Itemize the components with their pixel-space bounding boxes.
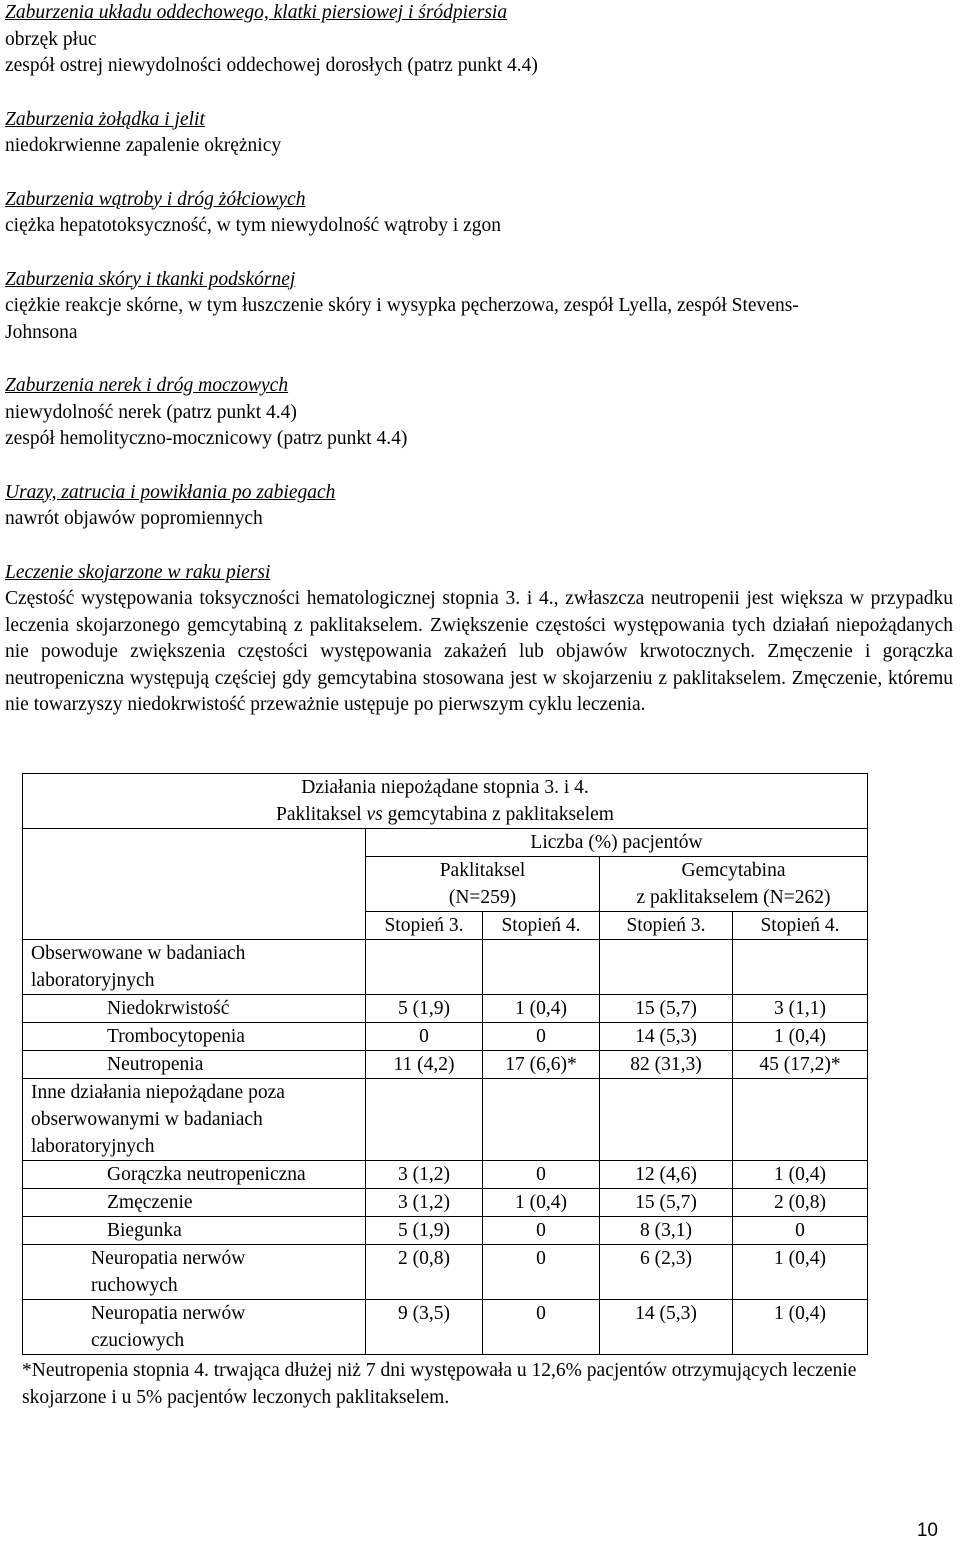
section-item: ciężkie reakcje skórne, w tym łuszczenie skóry i wysypka pęcherzowa, zespół Lyella, zespół Stevens- bbox=[5, 295, 799, 316]
arm-combination-header: Gemcytabina z paklitakselem (N=262) bbox=[600, 857, 868, 912]
cell-value: 15 (5,7) bbox=[600, 1189, 733, 1217]
row-label: Neuropatia nerwów ruchowych bbox=[23, 1245, 366, 1300]
section-heading-kidney: Zaburzenia nerek i dróg moczowych bbox=[5, 375, 289, 396]
row-label: Neuropatia nerwów czuciowych bbox=[23, 1300, 366, 1355]
cell-value: 45 (17,2)* bbox=[733, 1051, 868, 1079]
patients-header: Liczba (%) pacjentów bbox=[366, 829, 868, 857]
grade-header: Stopień 4. bbox=[733, 912, 868, 940]
section-item: niewydolność nerek (patrz punkt 4.4) bbox=[5, 401, 297, 423]
table-row bbox=[23, 995, 868, 1023]
cell-value: 3 (1,2) bbox=[366, 1189, 483, 1217]
section-item: ciężka hepatotoksyczność, w tym niewydolność wątroby i zgon bbox=[5, 215, 502, 236]
cell-value: 1 (0,4) bbox=[733, 1023, 868, 1051]
table-row bbox=[23, 1161, 868, 1189]
section-heading-skin: Zaburzenia skóry i tkanki podskórnej bbox=[5, 268, 296, 290]
table-row bbox=[23, 1189, 868, 1217]
table-footnote: *Neutropenia stopnia 4. trwająca dłużej niż 7 dni występowała u 12,6% pacjentów otrzymujących leczenie skojarzone i u 5% pacjentów leczonych paklitakselem. bbox=[22, 1360, 857, 1408]
row-label: Neutropenia bbox=[23, 1051, 366, 1079]
section-item: obrzęk płuc bbox=[5, 28, 97, 50]
cell-value: 1 (0,4) bbox=[733, 1161, 868, 1189]
cell-value: 0 bbox=[366, 1023, 483, 1051]
page-number: 10 bbox=[916, 1520, 938, 1541]
cell-value: 1 (0,4) bbox=[733, 1300, 868, 1355]
cell-value: 1 (0,4) bbox=[733, 1245, 868, 1300]
combination-paragraph: Częstość występowania toksyczności hematologicznej stopnia 3. i 4., zwłaszcza neutropenii jest większa w przypadku leczenia skojarzonego gemcytabiną z paklitakselem. Zwiększenie częstości występowania tych działań niepożądanych nie powoduje zwiększenia częstości występowania zakażeń lub objawów krwotocznych. Zmęczenie i gorączka neutropeniczna występują częściej gdy gemcytabina stosowana jest w skojarzeniu z paklitakselem. Zmęczenie, któremu nie towarzyszy niedokrwistość przeważnie ustępuje po pierwszym cyklu leczenia. bbox=[5, 588, 953, 715]
cell-value: 2 (0,8) bbox=[733, 1189, 868, 1217]
cell-value: 0 bbox=[483, 1245, 600, 1300]
cell-value: 6 (2,3) bbox=[600, 1245, 733, 1300]
section-heading-injury: Urazy, zatrucia i powikłania po zabiegach bbox=[5, 481, 336, 503]
row-label: Zmęczenie bbox=[23, 1189, 366, 1217]
section-heading-combination: Leczenie skojarzone w raku piersi bbox=[5, 561, 271, 583]
cell-value: 0 bbox=[483, 1217, 600, 1245]
section-item: zespół ostrej niewydolności oddechowej dorosłych (patrz punkt 4.4) bbox=[5, 55, 538, 76]
section-heading-liver: Zaburzenia wątroby i dróg żółciowych bbox=[5, 188, 306, 210]
cell-value: 12 (4,6) bbox=[600, 1161, 733, 1189]
cell-value: 14 (5,3) bbox=[600, 1023, 733, 1051]
section-item: zespół hemolityczno-mocznicowy (patrz punkt 4.4) bbox=[5, 428, 408, 449]
cell-value: 0 bbox=[483, 1300, 600, 1355]
section-heading-gastro: Zaburzenia żołądka i jelit bbox=[5, 108, 205, 130]
cell-value: 0 bbox=[483, 1161, 600, 1189]
group-header-lab: Obserwowane w badaniach laboratoryjnych bbox=[23, 940, 366, 995]
section-heading-respiratory: Zaburzenia układu oddechowego, klatki piersiowej i śródpiersia bbox=[5, 2, 508, 23]
table-title bbox=[23, 774, 868, 829]
cell-value: 3 (1,2) bbox=[366, 1161, 483, 1189]
cell-value: 3 (1,1) bbox=[733, 995, 868, 1023]
table-title-line2: Paklitaksel vs gemcytabina z paklitakselem bbox=[276, 804, 614, 825]
cell-value: 0 bbox=[483, 1023, 600, 1051]
arm-paclitaxel-header: Paklitaksel (N=259) bbox=[366, 857, 600, 912]
document-body bbox=[5, 0, 955, 719]
row-label: Biegunka bbox=[23, 1217, 366, 1245]
group-header-other: Inne działania niepożądane poza obserwowanymi w badaniach laboratoryjnych bbox=[23, 1079, 366, 1161]
cell-value: 5 (1,9) bbox=[366, 995, 483, 1023]
cell-value: 0 bbox=[733, 1217, 868, 1245]
row-label: Trombocytopenia bbox=[23, 1023, 366, 1051]
row-label: Niedokrwistość bbox=[23, 995, 366, 1023]
cell-value: 2 (0,8) bbox=[366, 1245, 483, 1300]
cell-value: 15 (5,7) bbox=[600, 995, 733, 1023]
cell-value: 8 (3,1) bbox=[600, 1217, 733, 1245]
cell-value: 82 (31,3) bbox=[600, 1051, 733, 1079]
cell-value: 9 (3,5) bbox=[366, 1300, 483, 1355]
cell-value: 14 (5,3) bbox=[600, 1300, 733, 1355]
table-row bbox=[23, 1023, 868, 1051]
row-label: Gorączka neutropeniczna bbox=[23, 1161, 366, 1189]
grade-header: Stopień 4. bbox=[483, 912, 600, 940]
cell-value: 17 (6,6)* bbox=[483, 1051, 600, 1079]
table-row bbox=[23, 1300, 868, 1355]
adverse-events-table bbox=[22, 773, 868, 1355]
cell-value: 1 (0,4) bbox=[483, 995, 600, 1023]
cell-value: 1 (0,4) bbox=[483, 1189, 600, 1217]
table-row bbox=[23, 1051, 868, 1079]
adverse-events-table-wrapper bbox=[22, 773, 868, 1355]
cell-value: 5 (1,9) bbox=[366, 1217, 483, 1245]
grade-header: Stopień 3. bbox=[600, 912, 733, 940]
table-row bbox=[23, 1217, 868, 1245]
section-item: niedokrwienne zapalenie okrężnicy bbox=[5, 135, 282, 156]
section-item: nawrót objawów popromiennych bbox=[5, 508, 263, 529]
table-title-line1: Działania niepożądane stopnia 3. i 4. bbox=[301, 777, 589, 798]
grade-header: Stopień 3. bbox=[366, 912, 483, 940]
cell-value: 11 (4,2) bbox=[366, 1051, 483, 1079]
table-row bbox=[23, 1245, 868, 1300]
section-item: Johnsona bbox=[5, 321, 78, 343]
